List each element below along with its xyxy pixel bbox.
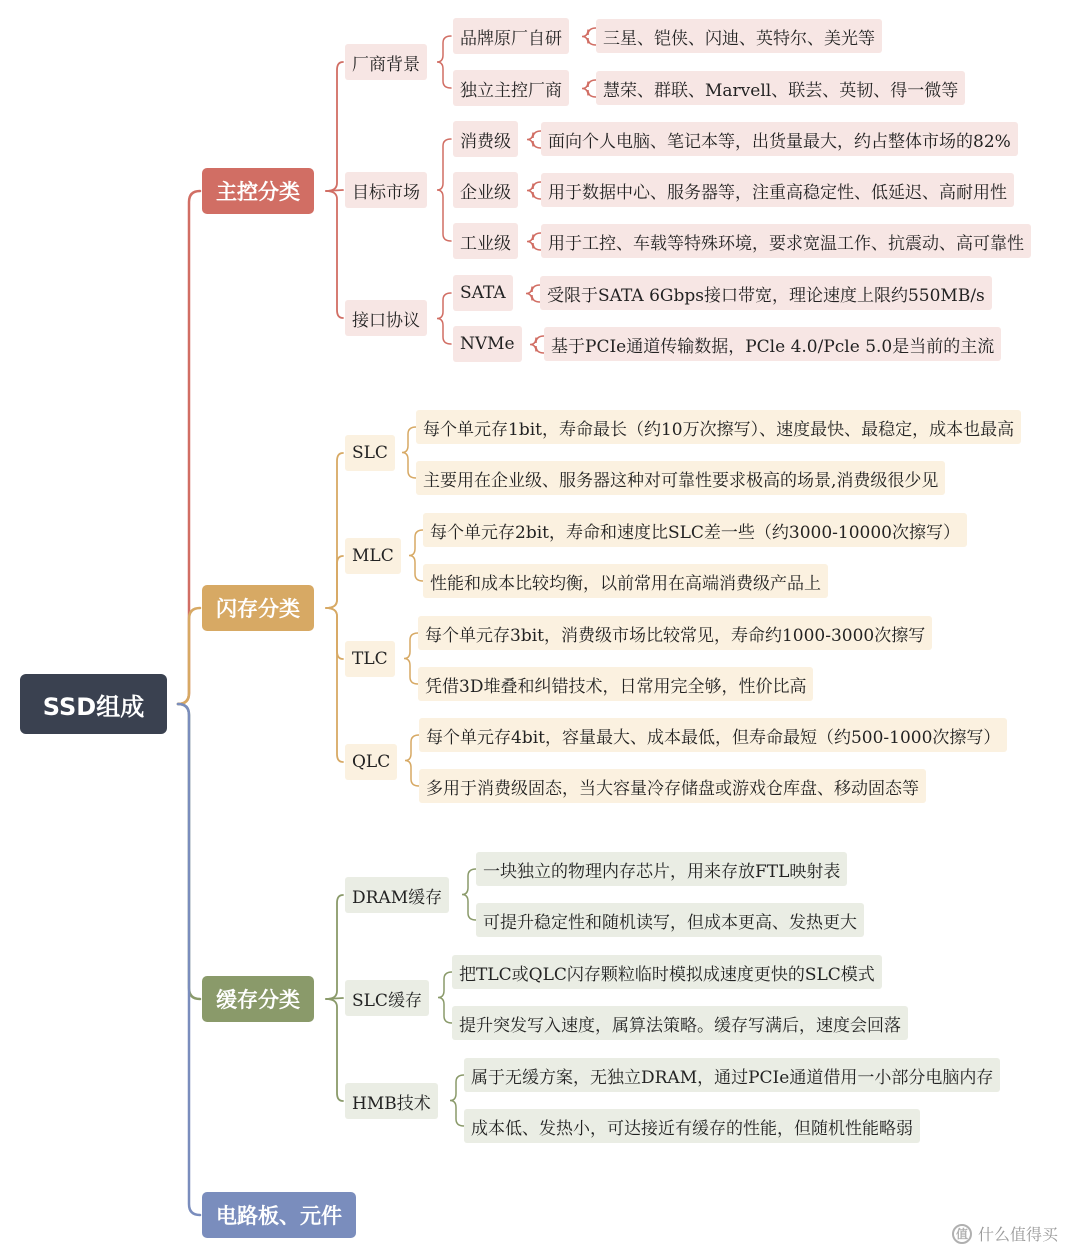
connector bbox=[404, 633, 418, 684]
connector bbox=[326, 191, 343, 318]
interface-nvme[interactable]: NVMe bbox=[453, 326, 522, 362]
slc-detail-1[interactable]: 每个单元存1bit，寿命最长（约10万次擦写）、速度最快、最稳定，成本也最高 bbox=[416, 410, 1021, 444]
category-cache[interactable]: 缓存分类 bbox=[202, 976, 314, 1022]
connector bbox=[527, 233, 541, 250]
interface-nvme-detail[interactable]: 基于PCIe通道传输数据，PCle 4.0/Pcle 5.0是当前的主流 bbox=[544, 327, 1001, 361]
watermark-text: 什么值得买 bbox=[978, 1225, 1059, 1244]
connector bbox=[437, 36, 451, 88]
tlc-detail-1[interactable]: 每个单元存3bit，消费级市场比较常见，寿命约1000-3000次擦写 bbox=[418, 616, 932, 650]
tlc-detail-2[interactable]: 凭借3D堆叠和纠错技术，日常用完全够，性价比高 bbox=[418, 667, 813, 701]
vendor-independent-detail[interactable]: 慧荣、群联、Marvell、联芸、英韧、得一微等 bbox=[596, 71, 965, 105]
vendor-brand-detail[interactable]: 三星、铠侠、闪迪、英特尔、美光等 bbox=[596, 19, 882, 53]
slc-cache-detail-1[interactable]: 把TLC或QLC闪存颗粒临时模拟成速度更快的SLC模式 bbox=[452, 955, 882, 989]
connector bbox=[527, 131, 541, 148]
qlc-detail-2[interactable]: 多用于消费级固态，当大容量冷存储盘或游戏仓库盘、移动固态等 bbox=[419, 769, 926, 803]
market-consumer[interactable]: 消费级 bbox=[453, 121, 518, 157]
connector bbox=[437, 139, 451, 241]
category-pcb[interactable]: 电路板、元件 bbox=[202, 1192, 356, 1238]
connector bbox=[178, 608, 200, 704]
connector bbox=[326, 895, 343, 999]
watermark bbox=[952, 1222, 1058, 1245]
connector bbox=[326, 62, 343, 191]
connector bbox=[437, 293, 451, 344]
controller-vendors[interactable]: 厂商背景 bbox=[345, 44, 427, 80]
market-enterprise-detail[interactable]: 用于数据中心、服务器等，注重高稳定性、低延迟、高耐用性 bbox=[541, 173, 1014, 207]
market-industrial-detail[interactable]: 用于工控、车载等特殊环境，要求宽温工作、抗震动、高可靠性 bbox=[541, 224, 1031, 258]
connector bbox=[527, 182, 541, 199]
connector bbox=[582, 28, 596, 45]
connector bbox=[326, 999, 343, 1101]
hmb-detail-1[interactable]: 属于无缓方案，无独立DRAM，通过PCIe通道借用一小部分电脑内存 bbox=[464, 1058, 1000, 1092]
site-logo-icon: 值 bbox=[952, 1224, 972, 1244]
category-flash[interactable]: 闪存分类 bbox=[202, 585, 314, 631]
vendor-type-brand[interactable]: 品牌原厂自研 bbox=[453, 18, 569, 54]
connector bbox=[462, 869, 476, 920]
category-controller[interactable]: 主控分类 bbox=[202, 168, 314, 214]
market-consumer-detail[interactable]: 面向个人电脑、笔记本等，出货量最大，约占整体市场的82% bbox=[541, 122, 1018, 156]
connector bbox=[326, 608, 343, 659]
flash-tlc[interactable]: TLC bbox=[345, 641, 395, 677]
root-node[interactable]: SSD组成 bbox=[20, 674, 167, 734]
connector bbox=[326, 608, 343, 762]
connector bbox=[326, 453, 343, 608]
connector bbox=[526, 285, 540, 302]
connector bbox=[438, 972, 452, 1023]
connector bbox=[450, 1075, 464, 1126]
controller-market[interactable]: 目标市场 bbox=[345, 172, 427, 208]
mlc-detail-1[interactable]: 每个单元存2bit，寿命和速度比SLC差一些（约3000-10000次擦写） bbox=[423, 513, 967, 547]
cache-dram[interactable]: DRAM缓存 bbox=[345, 877, 449, 913]
connector bbox=[409, 530, 423, 581]
cache-slc[interactable]: SLC缓存 bbox=[345, 980, 429, 1016]
flash-slc[interactable]: SLC bbox=[345, 435, 395, 471]
connector bbox=[178, 704, 200, 1215]
mlc-detail-2[interactable]: 性能和成本比较均衡，以前常用在高端消费级产品上 bbox=[423, 564, 828, 598]
market-industrial[interactable]: 工业级 bbox=[453, 223, 518, 259]
interface-sata[interactable]: SATA bbox=[453, 275, 513, 311]
dram-detail-1[interactable]: 一块独立的物理内存芯片，用来存放FTL映射表 bbox=[476, 852, 847, 886]
dram-detail-2[interactable]: 可提升稳定性和随机读写，但成本更高、发热更大 bbox=[476, 903, 864, 937]
controller-interface[interactable]: 接口协议 bbox=[345, 300, 427, 336]
hmb-detail-2[interactable]: 成本低、发热小，可达接近有缓存的性能，但随机性能略弱 bbox=[464, 1109, 920, 1143]
flash-qlc[interactable]: QLC bbox=[345, 744, 397, 780]
vendor-type-independent[interactable]: 独立主控厂商 bbox=[453, 70, 569, 106]
connector bbox=[582, 80, 596, 97]
cache-hmb[interactable]: HMB技术 bbox=[345, 1083, 438, 1119]
connector bbox=[405, 735, 419, 786]
slc-detail-2[interactable]: 主要用在企业级、服务器这种对可靠性要求极高的场景,消费级很少见 bbox=[416, 461, 945, 495]
qlc-detail-1[interactable]: 每个单元存4bit，容量最大、成本最低，但寿命最短（约500-1000次擦写） bbox=[419, 718, 1007, 752]
connector bbox=[326, 556, 343, 608]
connector bbox=[402, 427, 416, 478]
slc-cache-detail-2[interactable]: 提升突发写入速度，属算法策略。缓存写满后，速度会回落 bbox=[452, 1006, 908, 1040]
interface-sata-detail[interactable]: 受限于SATA 6Gbps接口带宽，理论速度上限约550MB/s bbox=[540, 276, 992, 310]
flash-mlc[interactable]: MLC bbox=[345, 538, 401, 574]
connector bbox=[530, 336, 544, 353]
market-enterprise[interactable]: 企业级 bbox=[453, 172, 518, 208]
